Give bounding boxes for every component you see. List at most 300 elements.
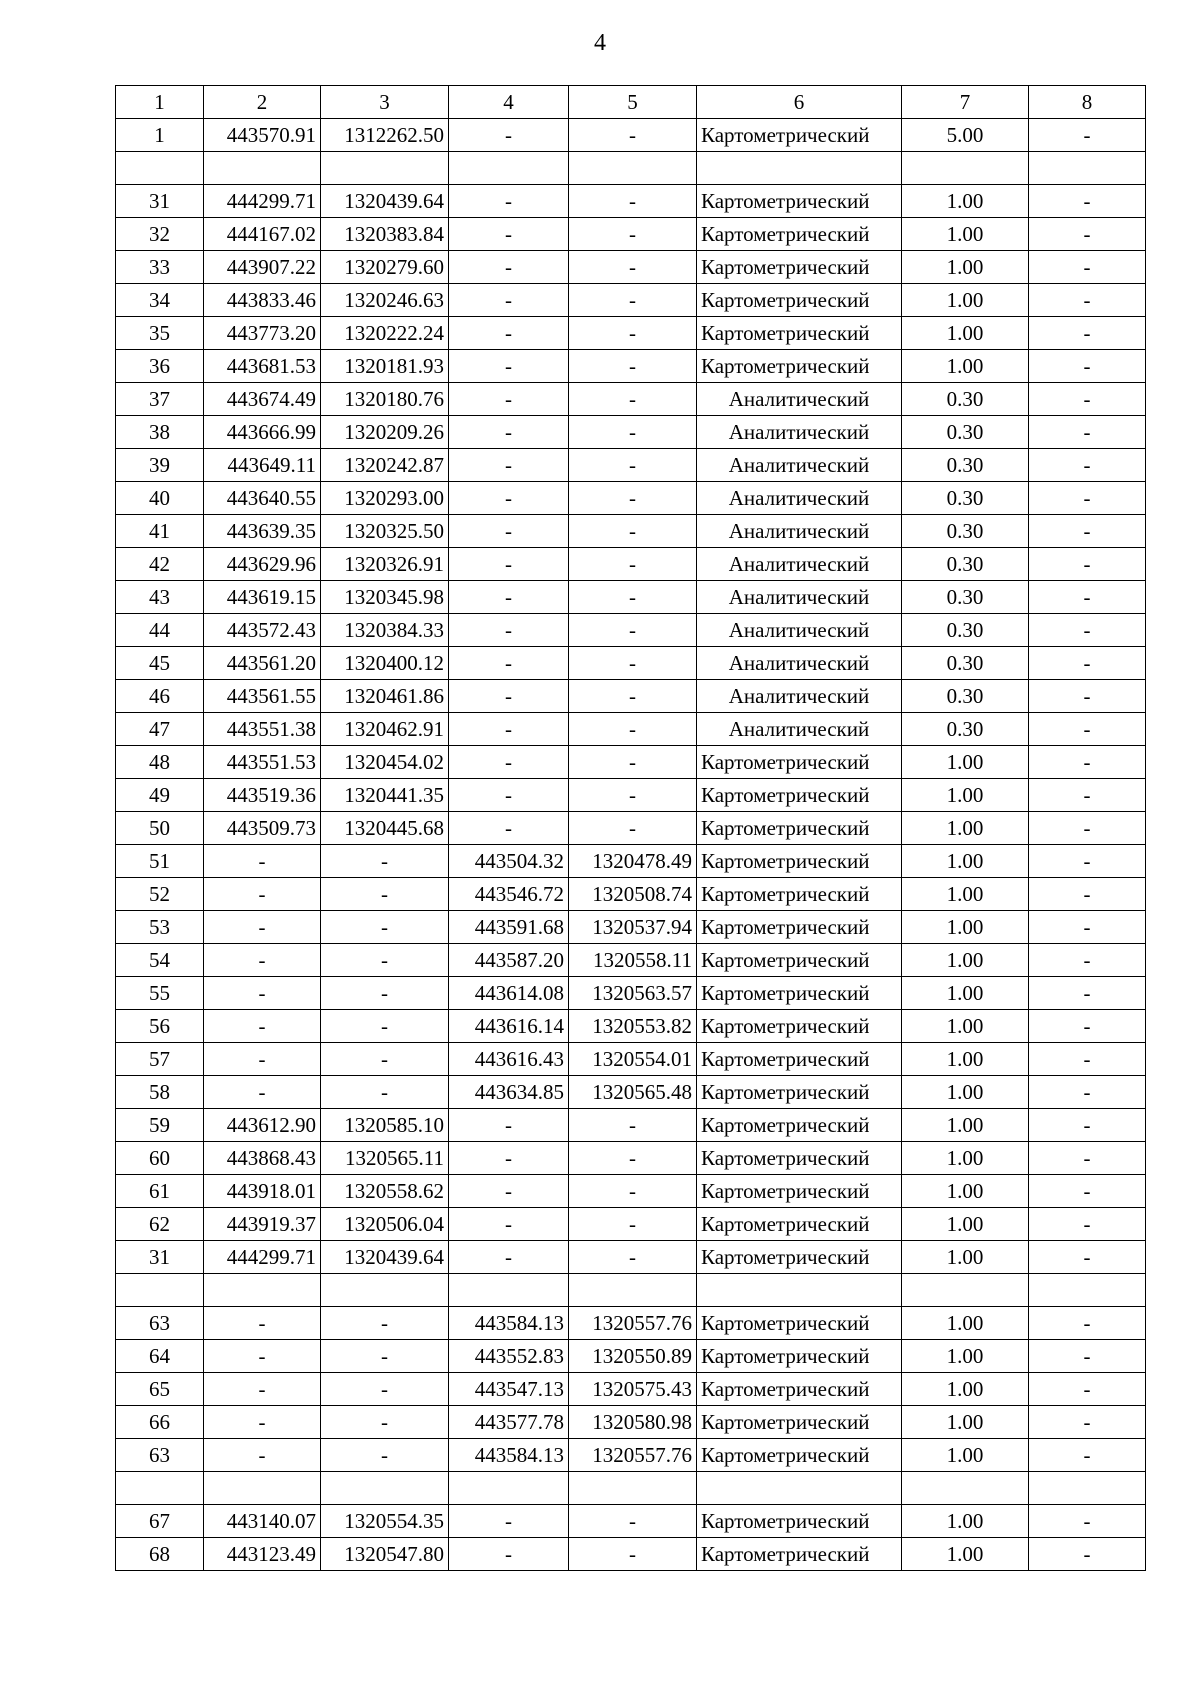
cell-x-coord: - <box>204 845 321 878</box>
cell-method: Картометрический <box>697 1307 902 1340</box>
table-row <box>116 614 1146 647</box>
cell-x-coord-new: 443591.68 <box>449 911 569 944</box>
cell-x-coord: 443640.55 <box>204 482 321 515</box>
cell-method: Картометрический <box>697 1505 902 1538</box>
cell-note: - <box>1029 350 1146 383</box>
cell-accuracy: 0.30 <box>902 383 1029 416</box>
cell-y-coord-new: 1320553.82 <box>569 1010 697 1043</box>
cell-x-coord-new: 443552.83 <box>449 1340 569 1373</box>
cell-x-coord-new: 443587.20 <box>449 944 569 977</box>
cell-point-number: 51 <box>116 845 204 878</box>
cell-x-coord: - <box>204 1439 321 1472</box>
cell-y-coord-new: 1320554.01 <box>569 1043 697 1076</box>
cell-x-coord-new: - <box>449 1109 569 1142</box>
cell-x-coord-new: - <box>449 1208 569 1241</box>
cell-x-coord-new: - <box>449 284 569 317</box>
cell-y-coord: 1320461.86 <box>321 680 449 713</box>
cell-point-number: 64 <box>116 1340 204 1373</box>
cell-x-coord-new: 443616.43 <box>449 1043 569 1076</box>
cell-note: - <box>1029 317 1146 350</box>
cell-x-coord: - <box>204 1373 321 1406</box>
cell-x-coord-new: - <box>449 680 569 713</box>
cell-note <box>1029 1274 1146 1307</box>
cell-y-coord <box>321 152 449 185</box>
cell-point-number: 63 <box>116 1439 204 1472</box>
cell-method: Аналитический <box>697 713 902 746</box>
cell-x-coord: - <box>204 1076 321 1109</box>
cell-x-coord-new: 443584.13 <box>449 1439 569 1472</box>
cell-x-coord-new: - <box>449 317 569 350</box>
cell-note: - <box>1029 1505 1146 1538</box>
table-row <box>116 812 1146 845</box>
cell-point-number: 45 <box>116 647 204 680</box>
cell-accuracy <box>902 1472 1029 1505</box>
cell-y-coord: 1320384.33 <box>321 614 449 647</box>
cell-note: - <box>1029 1043 1146 1076</box>
cell-note: - <box>1029 1076 1146 1109</box>
cell-point-number: 55 <box>116 977 204 1010</box>
cell-point-number: 47 <box>116 713 204 746</box>
cell-accuracy: 1.00 <box>902 350 1029 383</box>
cell-x-coord-new: - <box>449 185 569 218</box>
table-row <box>116 581 1146 614</box>
cell-point-number: 1 <box>116 119 204 152</box>
cell-y-coord-new: - <box>569 548 697 581</box>
cell-method: Картометрический <box>697 911 902 944</box>
cell-y-coord: 1320547.80 <box>321 1538 449 1571</box>
cell-accuracy: 0.30 <box>902 713 1029 746</box>
cell-point-number: 39 <box>116 449 204 482</box>
cell-method: Картометрический <box>697 1043 902 1076</box>
table-row <box>116 647 1146 680</box>
cell-y-coord-new: 1320558.11 <box>569 944 697 977</box>
cell-note: - <box>1029 713 1146 746</box>
cell-x-coord-new: - <box>449 647 569 680</box>
cell-note: - <box>1029 878 1146 911</box>
table-row <box>116 449 1146 482</box>
cell-point-number: 61 <box>116 1175 204 1208</box>
cell-y-coord: 1320558.62 <box>321 1175 449 1208</box>
cell-y-coord: - <box>321 1439 449 1472</box>
cell-method: Аналитический <box>697 515 902 548</box>
table-row <box>116 482 1146 515</box>
cell-y-coord: 1320180.76 <box>321 383 449 416</box>
cell-method: Картометрический <box>697 1340 902 1373</box>
cell-y-coord: 1320400.12 <box>321 647 449 680</box>
cell-accuracy: 1.00 <box>902 812 1029 845</box>
cell-y-coord: - <box>321 911 449 944</box>
cell-y-coord: 1320506.04 <box>321 1208 449 1241</box>
page-number: 4 <box>594 30 606 56</box>
cell-note: - <box>1029 944 1146 977</box>
cell-x-coord-new: 443616.14 <box>449 1010 569 1043</box>
cell-y-coord: 1320325.50 <box>321 515 449 548</box>
cell-x-coord <box>204 152 321 185</box>
cell-y-coord-new <box>569 152 697 185</box>
cell-x-coord-new: 443546.72 <box>449 878 569 911</box>
cell-x-coord: 443907.22 <box>204 251 321 284</box>
cell-x-coord-new: - <box>449 1505 569 1538</box>
cell-method: Картометрический <box>697 1142 902 1175</box>
table-row <box>116 1142 1146 1175</box>
cell-method: Аналитический <box>697 581 902 614</box>
cell-accuracy: 5.00 <box>902 119 1029 152</box>
cell-note <box>1029 1472 1146 1505</box>
cell-x-coord: - <box>204 1043 321 1076</box>
cell-accuracy <box>902 1274 1029 1307</box>
cell-method: Картометрический <box>697 1538 902 1571</box>
cell-y-coord-new: - <box>569 1142 697 1175</box>
cell-note: - <box>1029 185 1146 218</box>
cell-note: - <box>1029 416 1146 449</box>
cell-point-number: 31 <box>116 185 204 218</box>
cell-y-coord-new: 1320557.76 <box>569 1439 697 1472</box>
cell-x-coord: 443561.55 <box>204 680 321 713</box>
cell-x-coord: - <box>204 1406 321 1439</box>
cell-method: Картометрический <box>697 350 902 383</box>
cell-y-coord-new: - <box>569 581 697 614</box>
cell-y-coord: - <box>321 1373 449 1406</box>
cell-method: Аналитический <box>697 482 902 515</box>
cell-x-coord: - <box>204 1010 321 1043</box>
cell-note: - <box>1029 647 1146 680</box>
table-row <box>116 1043 1146 1076</box>
cell-accuracy: 1.00 <box>902 779 1029 812</box>
cell-x-coord-new: - <box>449 449 569 482</box>
cell-point-number: 66 <box>116 1406 204 1439</box>
cell-x-coord: 443551.38 <box>204 713 321 746</box>
table-row <box>116 350 1146 383</box>
cell-x-coord: 443674.49 <box>204 383 321 416</box>
cell-note: - <box>1029 1538 1146 1571</box>
cell-accuracy: 1.00 <box>902 1142 1029 1175</box>
cell-y-coord-new: - <box>569 350 697 383</box>
header-row <box>116 86 1146 119</box>
cell-y-coord-new: 1320565.48 <box>569 1076 697 1109</box>
table-row <box>116 1406 1146 1439</box>
cell-method: Картометрический <box>697 1241 902 1274</box>
cell-accuracy: 1.00 <box>902 1307 1029 1340</box>
cell-accuracy: 1.00 <box>902 845 1029 878</box>
cell-x-coord-new: - <box>449 713 569 746</box>
cell-method: Картометрический <box>697 944 902 977</box>
table-row <box>116 1307 1146 1340</box>
cell-y-coord-new: 1320557.76 <box>569 1307 697 1340</box>
column-header-2: 2 <box>204 86 321 119</box>
cell-point-number: 41 <box>116 515 204 548</box>
cell-method: Картометрический <box>697 878 902 911</box>
cell-point-number <box>116 1274 204 1307</box>
cell-accuracy: 1.00 <box>902 1538 1029 1571</box>
table-row <box>116 119 1146 152</box>
cell-y-coord: 1320242.87 <box>321 449 449 482</box>
cell-y-coord-new: - <box>569 1505 697 1538</box>
cell-accuracy: 1.00 <box>902 1439 1029 1472</box>
cell-point-number: 38 <box>116 416 204 449</box>
cell-method: Картометрический <box>697 1010 902 1043</box>
cell-method: Картометрический <box>697 251 902 284</box>
cell-point-number: 44 <box>116 614 204 647</box>
cell-accuracy: 1.00 <box>902 1043 1029 1076</box>
cell-note: - <box>1029 449 1146 482</box>
cell-x-coord: 443629.96 <box>204 548 321 581</box>
cell-accuracy: 1.00 <box>902 251 1029 284</box>
table-row <box>116 746 1146 779</box>
cell-x-coord-new: - <box>449 482 569 515</box>
cell-accuracy: 1.00 <box>902 185 1029 218</box>
cell-method: Картометрический <box>697 779 902 812</box>
table-row <box>116 1076 1146 1109</box>
cell-x-coord-new: 443547.13 <box>449 1373 569 1406</box>
cell-y-coord: 1320462.91 <box>321 713 449 746</box>
table-header <box>116 86 1146 119</box>
cell-note: - <box>1029 218 1146 251</box>
cell-y-coord: 1320585.10 <box>321 1109 449 1142</box>
cell-note: - <box>1029 1208 1146 1241</box>
cell-note: - <box>1029 1340 1146 1373</box>
cell-point-number: 48 <box>116 746 204 779</box>
cell-x-coord-new: - <box>449 1175 569 1208</box>
cell-accuracy: 1.00 <box>902 911 1029 944</box>
cell-y-coord: - <box>321 977 449 1010</box>
cell-x-coord-new: - <box>449 515 569 548</box>
cell-point-number: 46 <box>116 680 204 713</box>
cell-y-coord: - <box>321 1406 449 1439</box>
cell-method: Картометрический <box>697 1439 902 1472</box>
cell-y-coord-new: - <box>569 416 697 449</box>
cell-y-coord: - <box>321 1340 449 1373</box>
cell-method: Картометрический <box>697 977 902 1010</box>
cell-x-coord: 443639.35 <box>204 515 321 548</box>
table-row <box>116 218 1146 251</box>
cell-x-coord: 444167.02 <box>204 218 321 251</box>
cell-accuracy: 0.30 <box>902 548 1029 581</box>
cell-point-number <box>116 152 204 185</box>
table-row <box>116 1109 1146 1142</box>
cell-y-coord-new: - <box>569 812 697 845</box>
cell-x-coord <box>204 1274 321 1307</box>
cell-x-coord: - <box>204 878 321 911</box>
cell-y-coord: - <box>321 845 449 878</box>
cell-x-coord: 443551.53 <box>204 746 321 779</box>
cell-note: - <box>1029 746 1146 779</box>
cell-y-coord-new: - <box>569 746 697 779</box>
cell-x-coord: 443612.90 <box>204 1109 321 1142</box>
cell-point-number: 42 <box>116 548 204 581</box>
cell-x-coord-new <box>449 1472 569 1505</box>
cell-x-coord-new: - <box>449 581 569 614</box>
cell-accuracy: 1.00 <box>902 1406 1029 1439</box>
cell-y-coord-new: - <box>569 1241 697 1274</box>
cell-note: - <box>1029 1406 1146 1439</box>
cell-x-coord: 443123.49 <box>204 1538 321 1571</box>
table-row <box>116 680 1146 713</box>
table-row <box>116 1373 1146 1406</box>
cell-x-coord: 443918.01 <box>204 1175 321 1208</box>
cell-note: - <box>1029 1373 1146 1406</box>
cell-point-number: 31 <box>116 1241 204 1274</box>
column-header-3: 3 <box>321 86 449 119</box>
cell-accuracy: 1.00 <box>902 284 1029 317</box>
column-header-8: 8 <box>1029 86 1146 119</box>
cell-y-coord: - <box>321 878 449 911</box>
cell-y-coord: - <box>321 1010 449 1043</box>
cell-x-coord-new: - <box>449 119 569 152</box>
cell-x-coord-new: 443634.85 <box>449 1076 569 1109</box>
table-row <box>116 1505 1146 1538</box>
cell-point-number <box>116 1472 204 1505</box>
cell-x-coord-new: - <box>449 416 569 449</box>
cell-point-number: 33 <box>116 251 204 284</box>
column-header-4: 4 <box>449 86 569 119</box>
table-row <box>116 1274 1146 1307</box>
cell-y-coord <box>321 1472 449 1505</box>
cell-accuracy: 1.00 <box>902 1373 1029 1406</box>
cell-y-coord-new: - <box>569 647 697 680</box>
cell-y-coord: 1320554.35 <box>321 1505 449 1538</box>
cell-accuracy: 0.30 <box>902 614 1029 647</box>
cell-note: - <box>1029 911 1146 944</box>
cell-y-coord: 1320293.00 <box>321 482 449 515</box>
cell-y-coord-new: 1320537.94 <box>569 911 697 944</box>
cell-accuracy: 0.30 <box>902 482 1029 515</box>
cell-y-coord-new: - <box>569 317 697 350</box>
cell-method: Аналитический <box>697 680 902 713</box>
cell-x-coord: 443561.20 <box>204 647 321 680</box>
table-row <box>116 1439 1146 1472</box>
cell-x-coord: 444299.71 <box>204 185 321 218</box>
cell-y-coord: 1320454.02 <box>321 746 449 779</box>
cell-x-coord-new <box>449 152 569 185</box>
cell-y-coord: - <box>321 1043 449 1076</box>
cell-method: Картометрический <box>697 119 902 152</box>
cell-y-coord: 1320181.93 <box>321 350 449 383</box>
cell-y-coord: - <box>321 1307 449 1340</box>
cell-note: - <box>1029 1010 1146 1043</box>
cell-note: - <box>1029 515 1146 548</box>
cell-y-coord-new <box>569 1274 697 1307</box>
cell-x-coord: 443833.46 <box>204 284 321 317</box>
cell-y-coord-new: - <box>569 680 697 713</box>
table-row <box>116 1241 1146 1274</box>
cell-accuracy: 1.00 <box>902 1109 1029 1142</box>
table-row <box>116 1208 1146 1241</box>
cell-method: Аналитический <box>697 383 902 416</box>
cell-x-coord: 443140.07 <box>204 1505 321 1538</box>
cell-y-coord: 1312262.50 <box>321 119 449 152</box>
cell-accuracy: 0.30 <box>902 647 1029 680</box>
cell-note: - <box>1029 581 1146 614</box>
cell-accuracy: 0.30 <box>902 449 1029 482</box>
table-row <box>116 1340 1146 1373</box>
cell-note: - <box>1029 1175 1146 1208</box>
table-row <box>116 977 1146 1010</box>
cell-accuracy: 1.00 <box>902 1505 1029 1538</box>
cell-x-coord: 443570.91 <box>204 119 321 152</box>
cell-x-coord: 443519.36 <box>204 779 321 812</box>
table-row <box>116 515 1146 548</box>
table-row <box>116 317 1146 350</box>
table-row <box>116 779 1146 812</box>
cell-y-coord-new: - <box>569 1175 697 1208</box>
cell-x-coord-new: - <box>449 746 569 779</box>
cell-method: Аналитический <box>697 548 902 581</box>
cell-point-number: 37 <box>116 383 204 416</box>
cell-point-number: 57 <box>116 1043 204 1076</box>
cell-y-coord-new: 1320508.74 <box>569 878 697 911</box>
cell-y-coord-new: - <box>569 779 697 812</box>
cell-method: Картометрический <box>697 1076 902 1109</box>
cell-method: Аналитический <box>697 614 902 647</box>
cell-x-coord: 443919.37 <box>204 1208 321 1241</box>
cell-y-coord: 1320383.84 <box>321 218 449 251</box>
table-row <box>116 1538 1146 1571</box>
cell-x-coord-new: - <box>449 779 569 812</box>
cell-point-number: 54 <box>116 944 204 977</box>
cell-y-coord: 1320445.68 <box>321 812 449 845</box>
cell-y-coord: - <box>321 1076 449 1109</box>
cell-accuracy: 0.30 <box>902 416 1029 449</box>
cell-accuracy: 1.00 <box>902 977 1029 1010</box>
cell-y-coord-new: 1320478.49 <box>569 845 697 878</box>
cell-method: Аналитический <box>697 449 902 482</box>
cell-method: Картометрический <box>697 845 902 878</box>
cell-x-coord <box>204 1472 321 1505</box>
cell-y-coord-new: - <box>569 1208 697 1241</box>
cell-x-coord-new: - <box>449 350 569 383</box>
cell-accuracy: 1.00 <box>902 1340 1029 1373</box>
cell-x-coord-new: 443584.13 <box>449 1307 569 1340</box>
cell-x-coord: 443868.43 <box>204 1142 321 1175</box>
cell-y-coord-new: - <box>569 251 697 284</box>
cell-note: - <box>1029 383 1146 416</box>
cell-x-coord: 443649.11 <box>204 449 321 482</box>
table-row <box>116 878 1146 911</box>
cell-method: Картометрический <box>697 1109 902 1142</box>
cell-accuracy: 1.00 <box>902 944 1029 977</box>
cell-y-coord: 1320441.35 <box>321 779 449 812</box>
cell-point-number: 40 <box>116 482 204 515</box>
cell-method: Картометрический <box>697 1373 902 1406</box>
cell-method: Аналитический <box>697 647 902 680</box>
cell-point-number: 65 <box>116 1373 204 1406</box>
cell-note: - <box>1029 251 1146 284</box>
cell-point-number: 59 <box>116 1109 204 1142</box>
table-row <box>116 416 1146 449</box>
cell-note: - <box>1029 1307 1146 1340</box>
cell-y-coord-new: - <box>569 383 697 416</box>
cell-y-coord: 1320246.63 <box>321 284 449 317</box>
cell-point-number: 53 <box>116 911 204 944</box>
cell-y-coord-new: - <box>569 713 697 746</box>
cell-accuracy: 0.30 <box>902 680 1029 713</box>
cell-y-coord: 1320222.24 <box>321 317 449 350</box>
table-row <box>116 1010 1146 1043</box>
cell-note: - <box>1029 779 1146 812</box>
cell-note: - <box>1029 680 1146 713</box>
cell-method: Картометрический <box>697 812 902 845</box>
cell-y-coord-new: 1320575.43 <box>569 1373 697 1406</box>
cell-note: - <box>1029 482 1146 515</box>
cell-x-coord-new: 443504.32 <box>449 845 569 878</box>
table-row <box>116 944 1146 977</box>
cell-method: Картометрический <box>697 284 902 317</box>
cell-note: - <box>1029 119 1146 152</box>
cell-y-coord-new: 1320563.57 <box>569 977 697 1010</box>
table-row <box>116 383 1146 416</box>
cell-point-number: 50 <box>116 812 204 845</box>
cell-point-number: 63 <box>116 1307 204 1340</box>
